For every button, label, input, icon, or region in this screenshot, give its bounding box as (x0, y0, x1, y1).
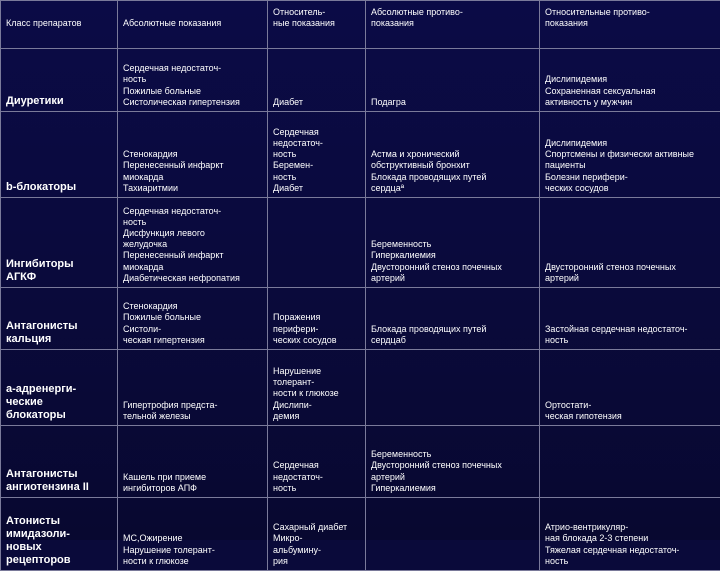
rel-contraindications-cell: Дислипидемия Сохраненная сексуальная активность у мужчин (540, 49, 720, 112)
table-row (1, 288, 720, 350)
abs-contraindications-cell: Блокада проводящих путей сердцаб (366, 288, 540, 350)
abs-indications-cell: Стенокардия Перенесенный инфаркт миокарда Тахиаритмии (118, 112, 268, 198)
table-row (1, 112, 720, 198)
abs-contraindications-cell (366, 350, 540, 426)
drug-class-cell: Антагонисты ангиотензина II (1, 426, 118, 498)
rel-indications-cell: Сердечная недостаточ- ность (268, 426, 366, 498)
rel-indications-cell: Сахарный диабет Микро- альбуминy- рия (268, 498, 366, 571)
abs-contraindications-cell: Беременность Гиперкалиемия Двусторонний стеноз почечных артерий (366, 198, 540, 288)
header-abs-indications: Абсолютные показания (118, 1, 268, 49)
table-row (1, 49, 720, 112)
rel-contraindications-cell (540, 426, 720, 498)
table-header-row (1, 1, 720, 49)
header-rel-contraindications: Относительные противо- показания (540, 1, 720, 49)
abs-indications-cell: МС,Ожирение Нарушение толерант- ности к глюкозе (118, 498, 268, 571)
drug-class-cell: Ингибиторы АГКФ (1, 198, 118, 288)
abs-contraindications-cell: Подагра (366, 49, 540, 112)
rel-indications-cell: Поражения перифери- ческих сосудов (268, 288, 366, 350)
rel-indications-cell: Нарушение толерант- ности к глюкозе Дислипи- демия (268, 350, 366, 426)
drug-class-cell: Диуретики (1, 49, 118, 112)
drug-class-cell: b-блокаторы (1, 112, 118, 198)
header-class: Класс препаратов (1, 1, 118, 49)
abs-indications-cell: Кашель при приеме ингибиторов АПФ (118, 426, 268, 498)
abs-indications-cell: Гипертрофия предста- тельной железы (118, 350, 268, 426)
table-row (1, 198, 720, 288)
rel-contraindications-cell: Атрио-вентрикуляр- ная блокада 2-3 степени Тяжелая сердечная недостаточ- ность (540, 498, 720, 571)
abs-contraindications-cell (366, 498, 540, 571)
table-row (1, 498, 720, 571)
drug-class-cell: Антагонисты кальция (1, 288, 118, 350)
table-row (1, 350, 720, 426)
abs-contraindications-cell: Астма и хронический обструктивный бронхит Блокада проводящих путей сердцаª (366, 112, 540, 198)
rel-contraindications-cell: Дислипидемия Спортсмены и физически активные пациенты Болезни перифери- ческих сосудов (540, 112, 720, 198)
abs-contraindications-cell: Беременность Двусторонний стеноз почечных артерий Гиперкалиемия (366, 426, 540, 498)
rel-indications-cell: Сердечная недостаточ- ность Беремен- ность Диабет (268, 112, 366, 198)
rel-contraindications-cell: Застойная сердечная недостаточ- ность (540, 288, 720, 350)
rel-contraindications-cell: Двусторонний стеноз почечных артерий (540, 198, 720, 288)
drug-class-cell: Атонисты имидазоли- новых рецепторов (1, 498, 118, 571)
rel-indications-cell (268, 198, 366, 288)
rel-contraindications-cell: Ортостати- ческая гипотензия (540, 350, 720, 426)
abs-indications-cell: Сердечная недостаточ- ность Пожилые больные Систолическая гипертензия (118, 49, 268, 112)
table-row (1, 426, 720, 498)
abs-indications-cell: Сердечная недостаточ- ность Дисфункция левого желудочка Перенесенный инфаркт миокарда Диабетическая нефропатия (118, 198, 268, 288)
rel-indications-cell: Диабет (268, 49, 366, 112)
drug-class-cell: a-адренерги- ческие блокаторы (1, 350, 118, 426)
header-rel-indications: Относитель- ные показания (268, 1, 366, 49)
header-abs-contraindications: Абсолютные противо- показания (366, 1, 540, 49)
abs-indications-cell: Стенокардия Пожилые больные Систоли- ческая гипертензия (118, 288, 268, 350)
